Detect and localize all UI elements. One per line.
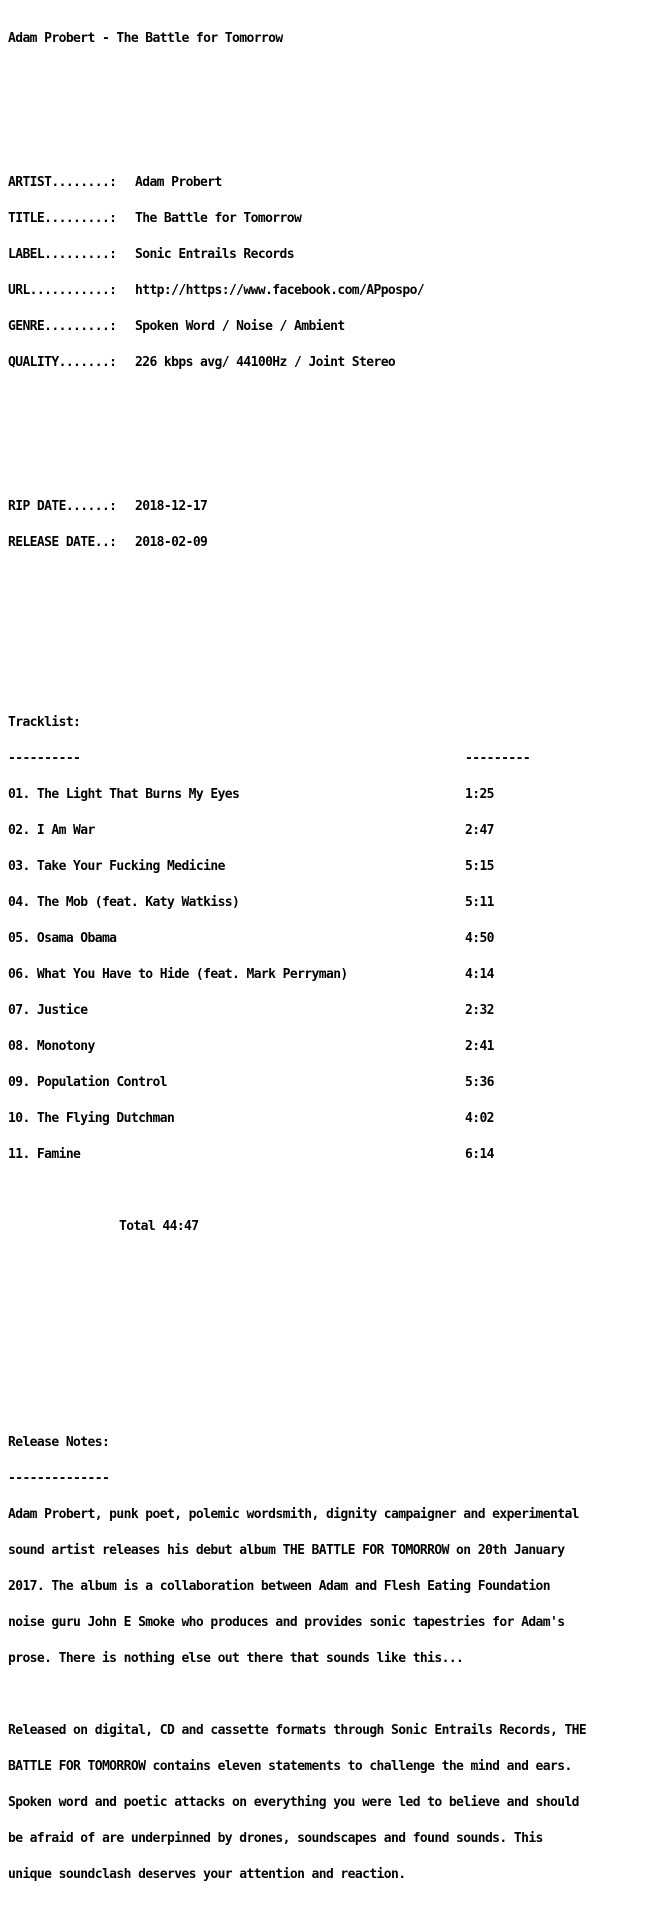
track-row: [8, 1005, 656, 1017]
track-title: 02. I Am War: [8, 823, 95, 838]
tracklist-heading: Tracklist:: [8, 715, 81, 730]
track-duration: 1:25: [465, 787, 494, 802]
info-value: Spoken Word / Noise / Ambient: [135, 319, 345, 334]
blank-line: [8, 1293, 656, 1305]
notes-line: prose. There is nothing else out there that sounds like this...: [8, 1651, 464, 1666]
track-row: [8, 897, 656, 909]
track-row: [8, 1041, 656, 1053]
document-title: Adam Probert - The Battle for Tomorrow: [8, 31, 283, 46]
track-row: [8, 969, 656, 981]
info-row-title: [8, 213, 656, 225]
track-duration: 5:11: [465, 895, 494, 910]
track-title: 01. The Light That Burns My Eyes: [8, 787, 240, 802]
info-value: Sonic Entrails Records: [135, 247, 294, 262]
blank-line: [8, 1689, 656, 1701]
info-value: http://https://www.facebook.com/APpospo/: [135, 283, 425, 298]
track-title: 08. Monotony: [8, 1039, 95, 1054]
track-duration: 2:41: [465, 1039, 494, 1054]
track-row: [8, 1149, 656, 1161]
notes-line: be afraid of are underpinned by drones, soundscapes and found sounds. This: [8, 1831, 543, 1846]
notes-line: sound artist releases his debut album THE BATTLE FOR TOMORROW on 20th January: [8, 1543, 565, 1558]
release-notes-underline: --------------: [8, 1471, 110, 1486]
track-title: 10. The Flying Dutchman: [8, 1111, 175, 1126]
notes-line: Adam Probert, punk poet, polemic wordsmith, dignity campaigner and experimental: [8, 1507, 579, 1522]
track-row: [8, 789, 656, 801]
blank-line: [8, 429, 656, 441]
dates-block: [8, 477, 656, 573]
track-title: 04. The Mob (feat. Katy Watkiss): [8, 895, 240, 910]
notes-line: BATTLE FOR TOMORROW contains eleven statements to challenge the mind and ears.: [8, 1759, 572, 1774]
notes-line: 2017. The album is a collaboration between Adam and Flesh Eating Foundation: [8, 1579, 551, 1594]
info-block: [8, 153, 656, 393]
info-value: 226 kbps avg/ 44100Hz / Joint Stereo: [135, 355, 396, 370]
track-duration: 4:50: [465, 931, 494, 946]
track-row: [8, 1077, 656, 1089]
blank-line: [8, 1185, 656, 1197]
info-label: TITLE.........:: [8, 211, 117, 226]
track-title: 05. Osama Obama: [8, 931, 117, 946]
info-label: URL...........:: [8, 283, 117, 298]
track-title: 09. Population Control: [8, 1075, 167, 1090]
info-row-genre: [8, 321, 656, 333]
blank-line: [8, 609, 656, 621]
date-row-rip: [8, 501, 656, 513]
date-row-release: [8, 537, 656, 549]
track-duration: 5:15: [465, 859, 494, 874]
blank-line: [8, 1329, 656, 1341]
tracklist-underline-left: ----------: [8, 751, 81, 766]
track-title: 07. Justice: [8, 1003, 88, 1018]
notes-line: noise guru John E Smoke who produces and provides sonic tapestries for Adam's: [8, 1615, 565, 1630]
release-notes-block: [8, 1413, 656, 1905]
track-row: [8, 861, 656, 873]
date-value: 2018-12-17: [135, 499, 208, 514]
track-row: [8, 1113, 656, 1125]
track-row: [8, 825, 656, 837]
info-row-artist: [8, 177, 656, 189]
track-title: 11. Famine: [8, 1147, 81, 1162]
notes-line: unique soundclash deserves your attention and reaction.: [8, 1867, 406, 1882]
track-row: [8, 933, 656, 945]
date-label: RIP DATE......:: [8, 499, 117, 514]
track-duration: 5:36: [465, 1075, 494, 1090]
date-label: RELEASE DATE..:: [8, 535, 117, 550]
info-label: LABEL.........:: [8, 247, 117, 262]
notes-line: Spoken word and poetic attacks on everything you were led to believe and should: [8, 1795, 579, 1810]
blank-line: [8, 69, 656, 81]
blank-line: [8, 105, 656, 117]
info-row-url: [8, 285, 656, 297]
tracklist-underline-right: ---------: [465, 751, 531, 766]
date-value: 2018-02-09: [135, 535, 208, 550]
blank-line: [8, 1365, 656, 1377]
blank-line: [8, 645, 656, 657]
info-label: ARTIST........:: [8, 175, 117, 190]
track-duration: 6:14: [465, 1147, 494, 1162]
track-duration: 4:02: [465, 1111, 494, 1126]
info-value: Adam Probert: [135, 175, 222, 190]
info-label: GENRE.........:: [8, 319, 117, 334]
info-value: The Battle for Tomorrow: [135, 211, 302, 226]
track-title: 03. Take Your Fucking Medicine: [8, 859, 225, 874]
track-title: 06. What You Have to Hide (feat. Mark Perryman): [8, 967, 348, 982]
info-row-quality: [8, 357, 656, 369]
tracklist-total: Total 44:47: [119, 1219, 199, 1234]
info-row-label: [8, 249, 656, 261]
track-duration: 2:32: [465, 1003, 494, 1018]
info-label: QUALITY.......:: [8, 355, 117, 370]
tracklist-block: [8, 693, 656, 1257]
release-notes-heading: Release Notes:: [8, 1435, 110, 1450]
tracklist-underline: [8, 753, 656, 765]
track-duration: 2:47: [465, 823, 494, 838]
notes-line: Released on digital, CD and cassette formats through Sonic Entrails Records, THE: [8, 1723, 587, 1738]
track-duration: 4:14: [465, 967, 494, 982]
